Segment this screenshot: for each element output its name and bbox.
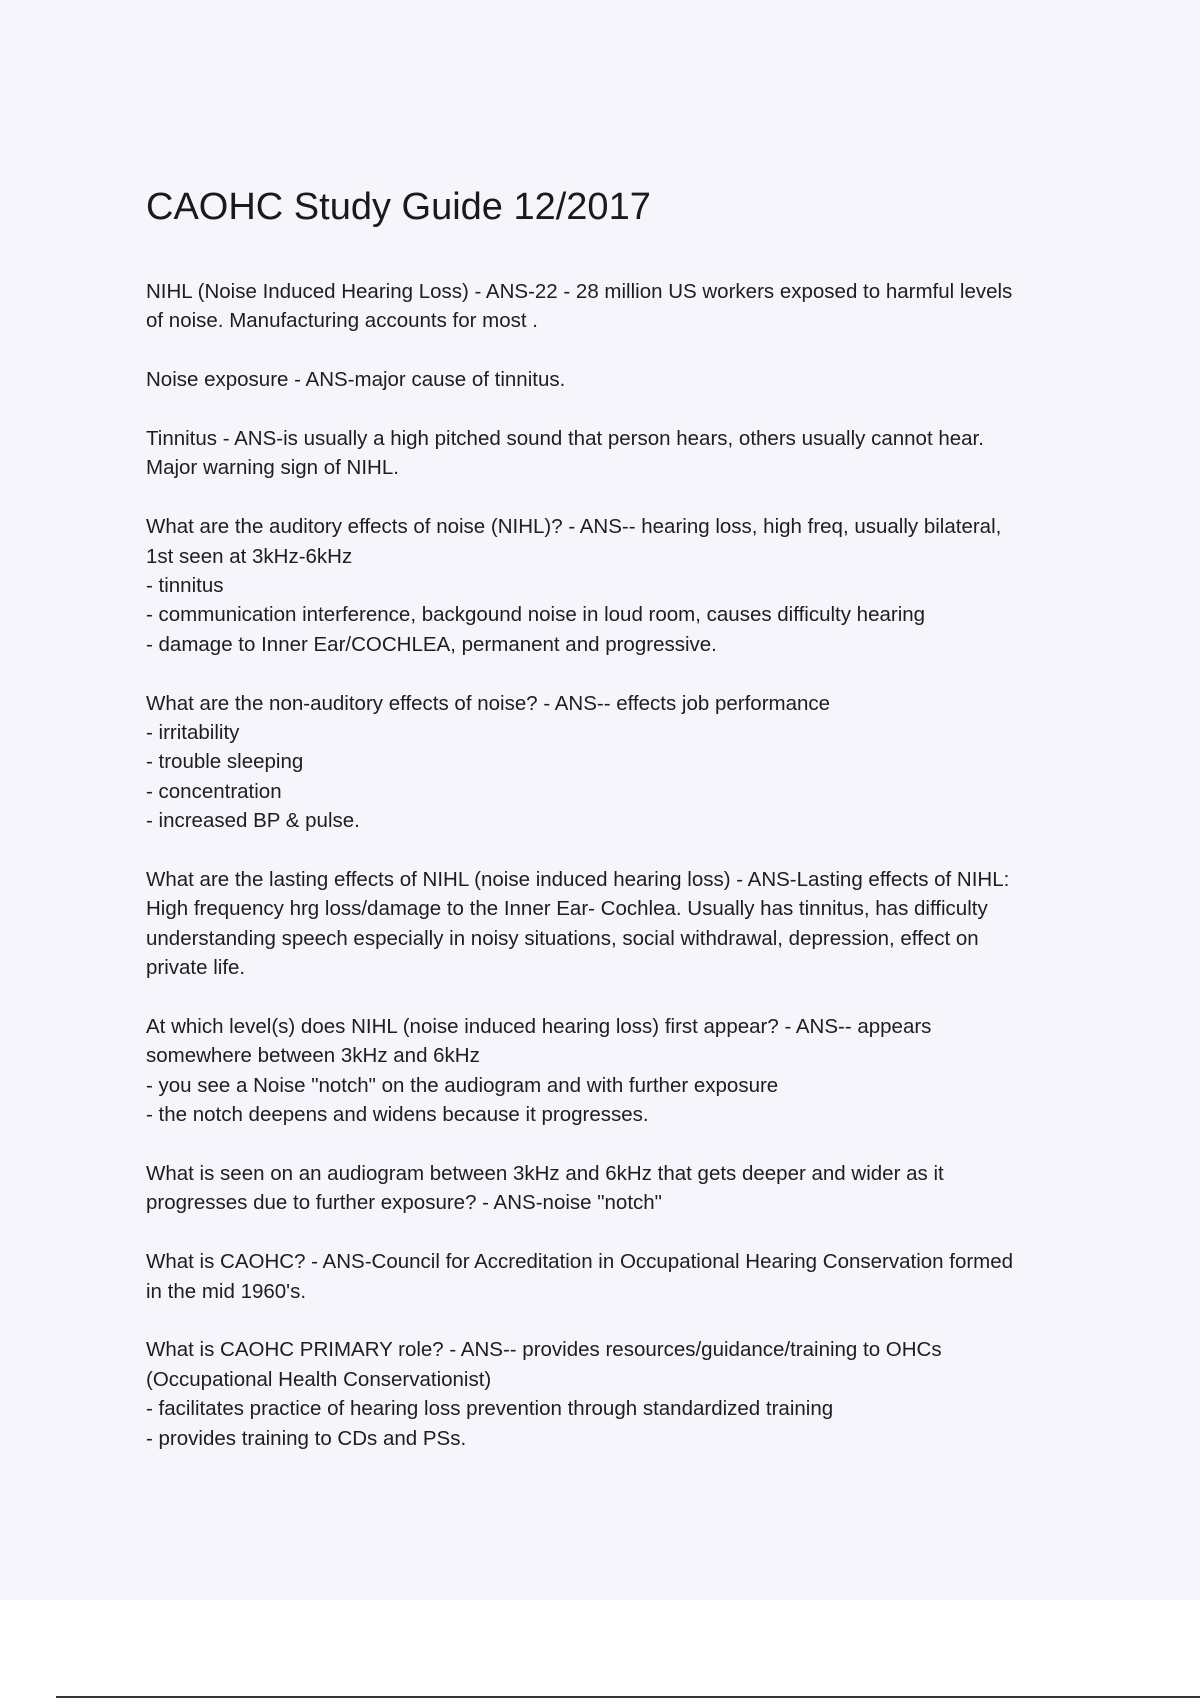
entry-line: progresses due to further exposure? - ANS-noise "notch": [146, 1191, 662, 1215]
document-title: CAOHC Study Guide 12/2017: [146, 186, 651, 228]
entry-line: - damage to Inner Ear/COCHLEA, permanent and progressive.: [146, 632, 717, 656]
entry-line: - trouble sleeping: [146, 750, 304, 774]
entry-line: - communication interference, backgound noise in loud room, causes difficulty hearing: [146, 603, 926, 627]
page-divider: [56, 1696, 1200, 1698]
entry-line: - you see a Noise "notch" on the audiogram and with further exposure: [146, 1073, 779, 1097]
study-entry: [146, 424, 1096, 483]
entry-line: - facilitates practice of hearing loss prevention through standardized training: [146, 1397, 834, 1421]
study-entry: [146, 689, 1096, 836]
entry-line: NIHL (Noise Induced Hearing Loss) - ANS-22 - 28 million US workers exposed to harmful levels: [146, 280, 1013, 303]
entry-line: Major warning sign of NIHL.: [146, 456, 399, 480]
entry-line: - provides training to CDs and PSs.: [146, 1426, 467, 1450]
entry-line: 1st seen at 3kHz-6kHz: [146, 544, 353, 568]
entry-line: What are the lasting effects of NIHL (noise induced hearing loss) - ANS-Lasting effects of NIHL:: [146, 868, 1010, 892]
study-entry: [146, 365, 1096, 394]
entry-line: in the mid 1960's.: [146, 1279, 307, 1303]
entry-line: - tinnitus: [146, 574, 224, 598]
entry-line: - irritability: [146, 721, 240, 745]
entry-line: What are the non-auditory effects of noise? - ANS-- effects job performance: [146, 691, 831, 715]
entry-line: private life.: [146, 956, 246, 980]
study-entry: [146, 1247, 1096, 1306]
entry-line: understanding speech especially in noisy situations, social withdrawal, depression, effect on: [146, 926, 979, 950]
study-entry: [146, 277, 1096, 336]
entry-line: - the notch deepens and widens because it progresses.: [146, 1103, 649, 1127]
entry-line: (Occupational Health Conservationist): [146, 1367, 492, 1391]
entry-line: What is seen on an audiogram between 3kHz and 6kHz that gets deeper and wider as it: [146, 1162, 944, 1186]
entry-line: of noise. Manufacturing accounts for most .: [146, 309, 538, 333]
entry-line: At which level(s) does NIHL (noise induced hearing loss) first appear? - ANS-- appears: [146, 1015, 932, 1039]
study-entry: [146, 1335, 1096, 1453]
entry-line: Noise exposure - ANS-major cause of tinnitus.: [146, 368, 566, 392]
study-entry: [146, 865, 1096, 983]
entry-line: - concentration: [146, 779, 282, 803]
entry-line: - increased BP & pulse.: [146, 809, 360, 833]
document-content: [146, 184, 1096, 1483]
study-entry: [146, 1012, 1096, 1130]
study-entry: [146, 512, 1096, 659]
entry-line: What is CAOHC PRIMARY role? - ANS-- provides resources/guidance/training to OHCs: [146, 1338, 942, 1362]
entry-line: What is CAOHC? - ANS-Council for Accreditation in Occupational Hearing Conservation formed: [146, 1250, 1014, 1274]
entry-line: What are the auditory effects of noise (NIHL)? - ANS-- hearing loss, high freq, usually bilateral,: [146, 515, 1002, 539]
entry-list: [146, 277, 1096, 1453]
entry-line: High frequency hrg loss/damage to the Inner Ear- Cochlea. Usually has tinnitus, has difficulty: [146, 897, 988, 921]
entry-line: somewhere between 3kHz and 6kHz: [146, 1044, 480, 1068]
entry-line: Tinnitus - ANS-is usually a high pitched sound that person hears, others usually cannot hear.: [146, 427, 984, 450]
study-entry: [146, 1159, 1096, 1218]
